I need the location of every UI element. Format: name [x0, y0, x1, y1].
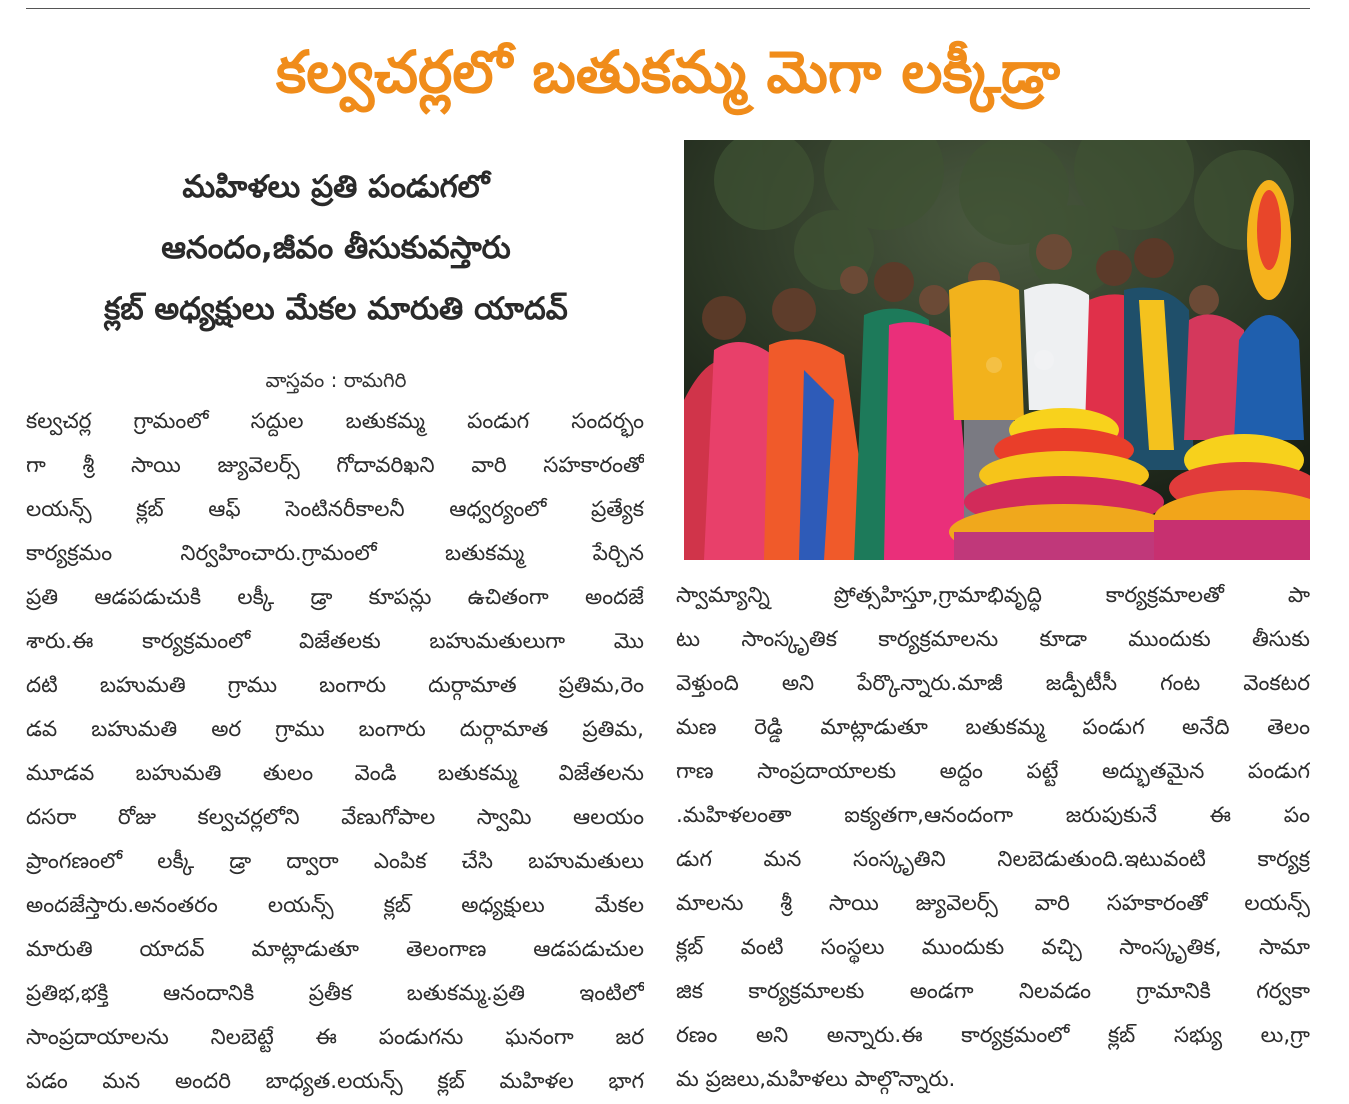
article-line: మాలను శ్రీ సాయి జ్యువెలర్స్ వారి సహకారంతో లయన్స్: [676, 891, 1310, 916]
article-line: .మహిళలంతా ఐక్యతగా,ఆనందంగా జరుపుకునే ఈ పం: [676, 803, 1310, 828]
article-line: వెళ్తుంది అని పేర్కొన్నారు.మాజీ జడ్పీటీసీ గంట వెంకటర: [676, 671, 1310, 696]
article-line: శారు.ఈ కార్యక్రమంలో విజేతలకు బహుమతులుగా మొ: [26, 629, 644, 654]
article-column-1: [26, 400, 644, 1104]
article-line: కార్యక్రమం నిర్వహించారు.గ్రామంలో బతుకమ్మ పేర్చిన: [26, 541, 644, 566]
article-line: ప్రతి ఆడపడుచుకి లక్కీ డ్రా కూపన్లు ఉచితంగా అందజే: [26, 585, 644, 610]
article-line: డవ బహుమతి అర గ్రాము బంగారు దుర్గామాత ప్రతిమ,: [26, 717, 644, 742]
article-line: సాంప్రదాయాలను నిలబెట్టే ఈ పండుగను ఘనంగా జర: [26, 1025, 644, 1050]
article-line: మ ప్రజలు,మహిళలు పాల్గొన్నారు.: [676, 1067, 956, 1092]
article-line: జిక కార్యక్రమాలకు అండగా నిలవడం గ్రామానికి గర్వకా: [676, 979, 1310, 1004]
article-line: టు సాంస్కృతిక కార్యక్రమాలను కూడా ముందుకు తీసుకు: [676, 627, 1310, 652]
article-line: గాణ సాంప్రదాయాలకు అద్దం పట్టే అద్భుతమైన పండుగ: [676, 759, 1310, 784]
article-line: మారుతి యాదవ్ మాట్లాడుతూ తెలంగాణ ఆడపడుచుల: [26, 937, 644, 962]
article-line: గా శ్రీ సాయి జ్యువెలర్స్ గోదావరిఖని వారి సహకారంతో: [26, 453, 644, 478]
article-line: డుగ మన సంస్కృతిని నిలబెడుతుంది.ఇటువంటి కార్యక్ర: [676, 847, 1310, 872]
article-line: పడం మన అందరి బాధ్యత.లయన్స్ క్లబ్ మహిళల భాగ: [26, 1069, 644, 1094]
article-line: క్లబ్ వంటి సంస్థలు ముందుకు వచ్చి సాంస్కృతిక, సామా: [676, 935, 1310, 960]
dateline: వాస్తవం : రామగిరి: [265, 368, 407, 392]
article-line: మణ రెడ్డి మాట్లాడుతూ బతుకమ్మ పండుగ అనేది తెలం: [676, 715, 1310, 740]
headline: కల్వచర్లలో బతుకమ్మ మెగా లక్కీడ్రా: [275, 38, 1060, 106]
article-line: రణం అని అన్నారు.ఈ కార్యక్రమంలో క్లబ్ సభ్యు లు,గ్రా: [676, 1023, 1310, 1048]
article-line: దసరా రోజు కల్వచర్లలోని వేణుగోపాల స్వామి ఆలయం: [26, 805, 644, 830]
subheadline-3: క్లబ్ అధ్యక్షులు మేకల మారుతి యాదవ్: [104, 291, 568, 327]
article-line: ప్రాంగణంలో లక్కీ డ్రా ద్వారా ఎంపిక చేసి బహుమతులు: [26, 849, 644, 874]
article-line: మూడవ బహుమతి తులం వెండి బతుకమ్మ విజేతలను: [26, 761, 644, 786]
news-photo: [684, 140, 1310, 560]
subheadline-2: ఆనందం,జీవం తీసుకువస్తారు: [161, 230, 511, 266]
top-rule: [26, 8, 1310, 9]
article-column-2: [676, 574, 1310, 1102]
article-line: లయన్స్ క్లబ్ ఆఫ్ సెంటినరీకాలనీ ఆధ్వర్యంలో ప్రత్యేక: [26, 497, 644, 522]
article-line: ప్రతిభ,భక్తి ఆనందానికి ప్రతీక బతుకమ్మ.ప్రతి ఇంటిలో: [26, 981, 644, 1006]
article-line: దటి బహుమతి గ్రాము బంగారు దుర్గామాత ప్రతిమ,రెం: [26, 673, 644, 698]
article-line: అందజేస్తారు.అనంతరం లయన్స్ క్లబ్ అధ్యక్షులు మేకల: [26, 893, 644, 918]
article-line: కల్వచర్ల గ్రామంలో సద్దుల బతుకమ్మ పండుగ సందర్భం: [26, 409, 644, 434]
subheadline-1: మహిళలు ప్రతి పండుగలో: [182, 169, 490, 205]
article-line: స్వామ్యాన్ని ప్రోత్సహిస్తూ,గ్రామాభివృద్ధి కార్యక్రమాలతో పా: [676, 583, 1310, 608]
